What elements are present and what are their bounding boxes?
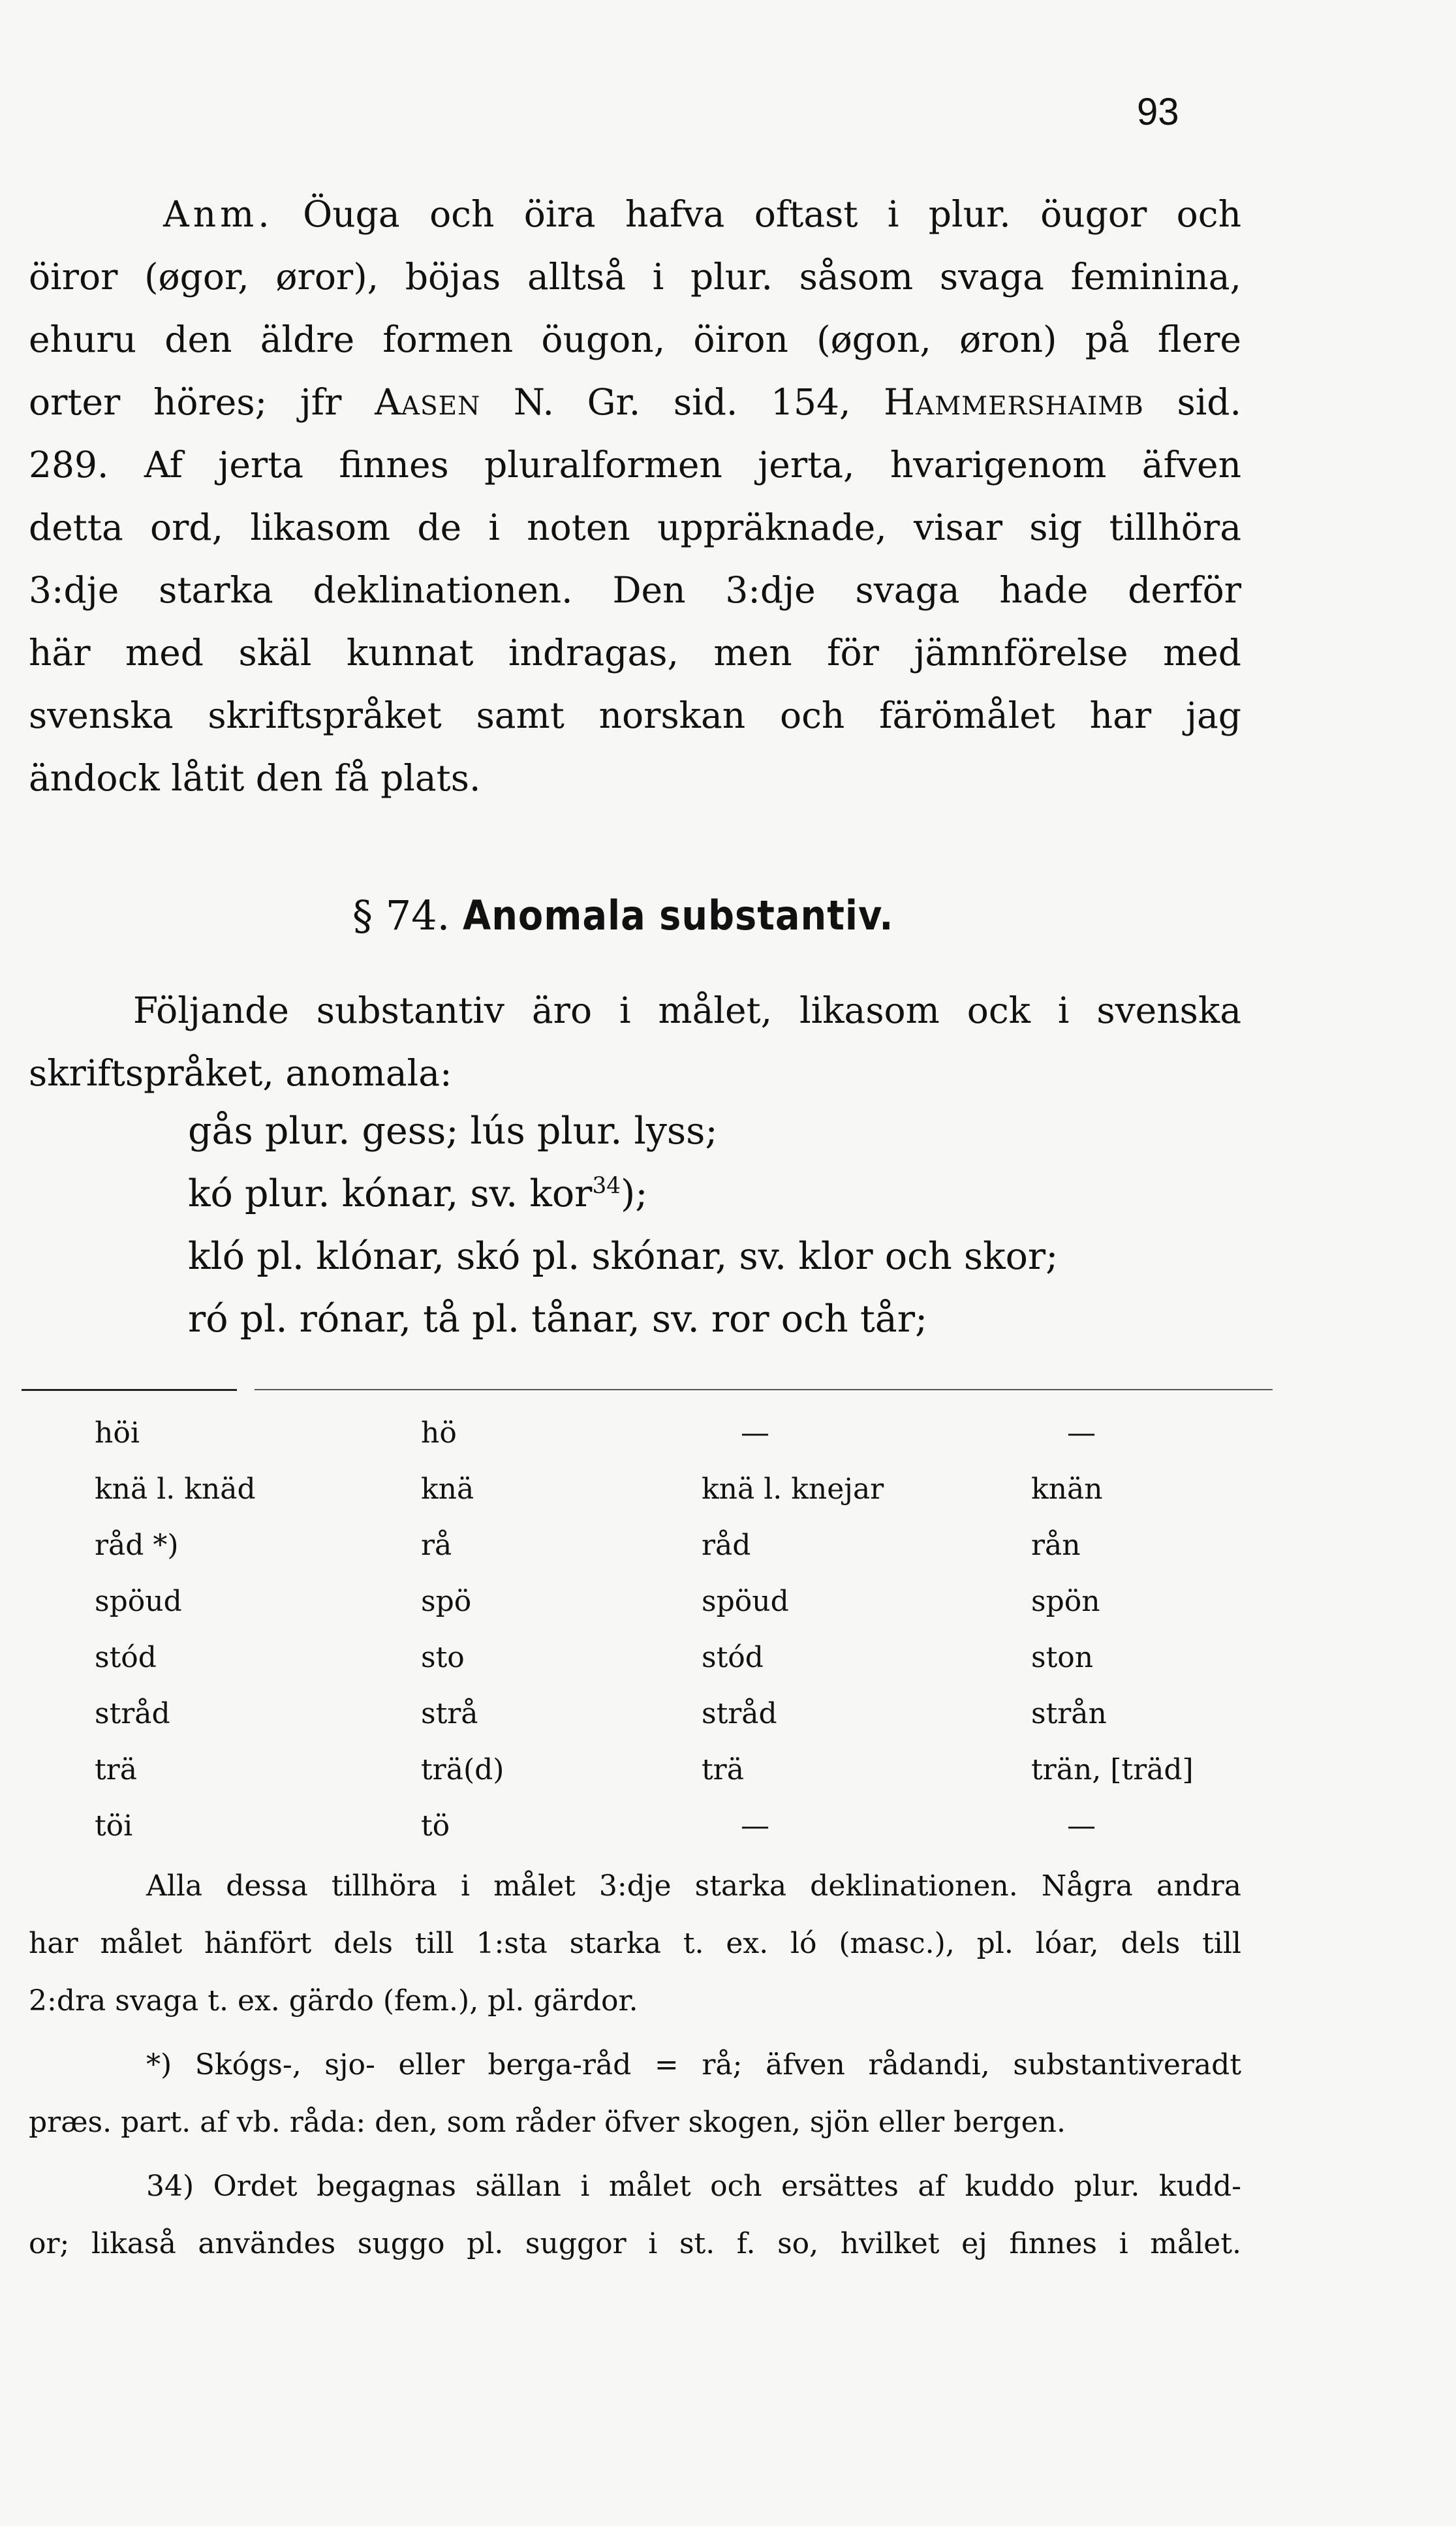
table-row xyxy=(0,1585,1456,1641)
table-cell: knä xyxy=(421,1473,474,1506)
table-cell: spö xyxy=(421,1585,472,1618)
text-line: här med skäl kunnat indragas, men för jämnförelse med xyxy=(29,632,1241,674)
text-line: svenska skriftspråket samt norskan och färömålet har jag xyxy=(29,694,1241,736)
table-row xyxy=(0,1697,1456,1753)
text-line: skriftspråket, anomala: xyxy=(29,1052,452,1094)
text-line xyxy=(29,183,1241,245)
table-cell: sto xyxy=(421,1641,465,1674)
author-name: Hammershaimb xyxy=(884,381,1144,423)
table-row xyxy=(0,1753,1456,1809)
table-cell: strån xyxy=(1031,1697,1107,1730)
table-cell: spöud xyxy=(95,1585,182,1618)
list-line-text: kó plur. kónar, sv. kor xyxy=(188,1172,593,1215)
table-cell: — xyxy=(741,1416,769,1450)
page-number: 93 xyxy=(1137,91,1179,133)
table-cell: spön xyxy=(1031,1585,1100,1618)
text-line: 2:dra svaga t. ex. gärdo (fem.), pl. gärdor. xyxy=(29,1984,638,2018)
list-line: kló pl. klónar, skó pl. skónar, sv. klor och skor; xyxy=(188,1235,1059,1278)
table-cell: — xyxy=(1067,1809,1096,1843)
table-cell: rån xyxy=(1031,1529,1081,1562)
anm-paragraph xyxy=(29,183,1241,809)
table-cell: knä l. knejar xyxy=(702,1473,884,1506)
table-row xyxy=(0,1416,1456,1473)
table-cell: stód xyxy=(95,1641,157,1674)
table-cell: töi xyxy=(95,1809,133,1843)
section-title: Anomala substantiv. xyxy=(463,892,894,939)
text-fragment: orter höres; jfr xyxy=(29,381,342,423)
section-heading xyxy=(352,892,894,939)
text-line: 3:dje starka deklinationen. Den 3:dje svaga hade derför xyxy=(29,569,1241,611)
table-rule xyxy=(255,1389,1273,1390)
table-cell: strå xyxy=(421,1697,478,1730)
table-cell: trän, [träd] xyxy=(1031,1753,1194,1786)
text-line: or; likaså användes suggo pl. suggor i st. f. so, hvilket ej finnes i målet. xyxy=(29,2227,1241,2260)
table-cell: höi xyxy=(95,1416,140,1450)
text-line: *) Skógs-, sjo- eller berga-råd = rå; äfven rådandi, substantiveradt xyxy=(146,2048,1241,2082)
anm-label: Anm. xyxy=(163,193,273,235)
table-cell: stråd xyxy=(702,1697,777,1730)
section-number: § 74. xyxy=(352,892,450,939)
footnote-star xyxy=(29,2036,1241,2151)
table-cell: trä(d) xyxy=(421,1753,504,1786)
table-cell: tö xyxy=(421,1809,450,1843)
table-cell: trä xyxy=(95,1753,137,1786)
table-cell: råd *) xyxy=(95,1529,179,1562)
list-line: gås plur. gess; lús plur. lyss; xyxy=(188,1110,718,1153)
table-cell: rå xyxy=(421,1529,452,1562)
table-cell: ston xyxy=(1031,1641,1094,1674)
table-cell: stråd xyxy=(95,1697,170,1730)
table-row xyxy=(0,1473,1456,1529)
table-cell: råd xyxy=(702,1529,751,1562)
text-fragment: sid. xyxy=(1177,381,1241,423)
footnote-34 xyxy=(29,2158,1241,2273)
text-line: öiror (øgor, øror), böjas alltså i plur. såsom svaga feminina, xyxy=(29,256,1241,298)
table-cell: knä l. knäd xyxy=(95,1473,256,1506)
text-line: ehuru den äldre formen öugon, öiron (øgon, øron) på flere xyxy=(29,319,1241,360)
after-table-paragraph xyxy=(29,1858,1241,2030)
text-line: ändock låtit den få plats. xyxy=(29,757,481,799)
text-line-content: Öuga och öira hafva oftast i plur. öugor och xyxy=(303,193,1241,235)
table-cell: knän xyxy=(1031,1473,1103,1506)
list-line: ró pl. rónar, tå pl. tånar, sv. ror och tår; xyxy=(188,1298,928,1341)
table-row xyxy=(0,1641,1456,1697)
text-line: Följande substantiv äro i målet, likasom ock i svenska xyxy=(133,990,1241,1031)
footnote-ref: 34 xyxy=(592,1173,621,1199)
list-line xyxy=(188,1172,647,1215)
text-line: præs. part. af vb. råda: den, som råder öfver skogen, sjön eller bergen. xyxy=(29,2106,1066,2139)
table-cell: trä xyxy=(702,1753,744,1786)
table-cell: — xyxy=(741,1809,769,1843)
intro-paragraph xyxy=(29,979,1241,1104)
text-line xyxy=(29,371,1241,433)
text-line: har målet hänfört dels till 1:sta starka t. ex. ló (masc.), pl. lóar, dels till xyxy=(29,1927,1241,1960)
table-cell: spöud xyxy=(702,1585,789,1618)
table-rule xyxy=(22,1389,237,1391)
text-line: 289. Af jerta finnes pluralformen jerta, hvarigenom äfven xyxy=(29,444,1241,486)
table-row xyxy=(0,1529,1456,1585)
text-line: Alla dessa tillhöra i målet 3:dje starka deklinationen. Några andra xyxy=(146,1869,1241,1903)
text-line: 34) Ordet begagnas sällan i målet och ersättes af kuddo plur. kudd- xyxy=(146,2170,1241,2203)
list-line-text: ); xyxy=(620,1172,648,1215)
author-name: Aasen xyxy=(375,381,481,423)
table-cell: hö xyxy=(421,1416,457,1450)
text-line: detta ord, likasom de i noten uppräknade, visar sig tillhöra xyxy=(29,507,1241,548)
table-cell: — xyxy=(1067,1416,1096,1450)
table-cell: stód xyxy=(702,1641,764,1674)
text-fragment: N. Gr. sid. 154, xyxy=(513,381,851,423)
